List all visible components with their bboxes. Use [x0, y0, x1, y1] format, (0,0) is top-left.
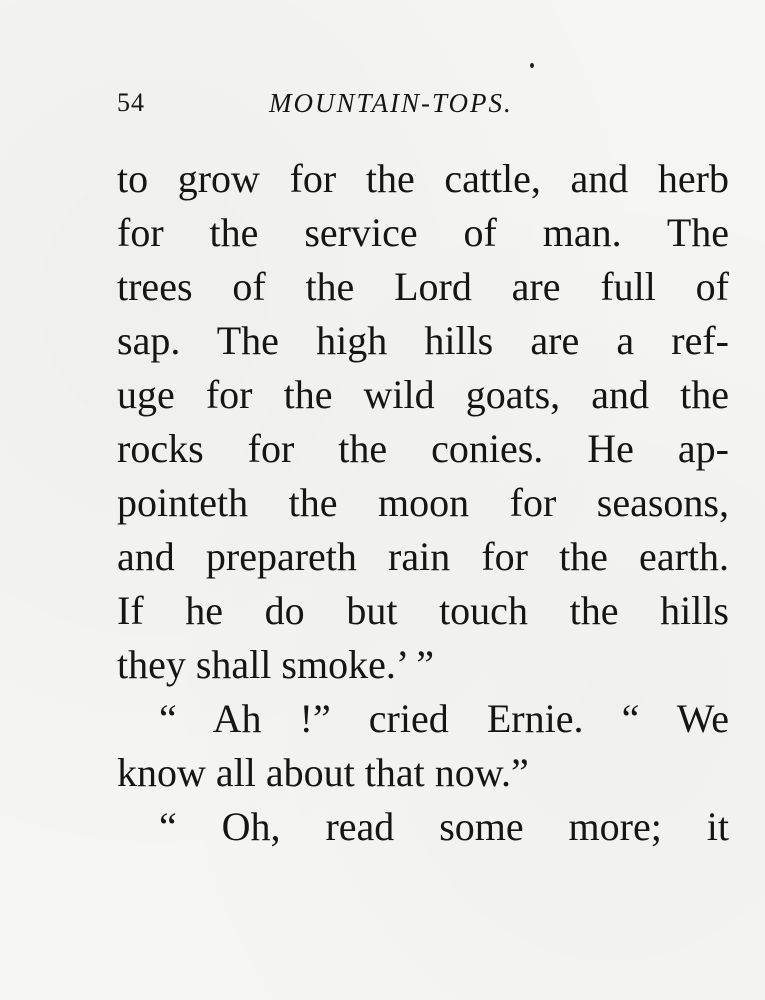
running-head: MOUNTAIN-TOPS. [269, 88, 513, 118]
page-number: 54 [117, 88, 145, 117]
text-line: sap. The high hills are a ref- [117, 318, 729, 363]
text-line: trees of the Lord are full of [117, 264, 729, 309]
page-header [117, 88, 729, 128]
text-line: uge for the wild goats, and the [117, 372, 729, 417]
ink-speck [530, 63, 534, 68]
text-line: know all about that now.” [117, 750, 529, 795]
text-line: they shall smoke.’ ” [117, 642, 434, 687]
text-line: “ Ah !” cried Ernie. “ We [159, 696, 729, 741]
text-line: pointeth the moon for seasons, [117, 480, 729, 525]
text-line: If he do but touch the hills [117, 588, 729, 633]
text-line: for the service of man. The [117, 210, 729, 255]
text-line: to grow for the cattle, and herb [117, 156, 729, 201]
text-line: rocks for the conies. He ap- [117, 426, 729, 471]
text-line: and prepareth rain for the earth. [117, 534, 729, 579]
body-text [117, 152, 729, 854]
text-line: “ Oh, read some more; it [159, 804, 729, 849]
